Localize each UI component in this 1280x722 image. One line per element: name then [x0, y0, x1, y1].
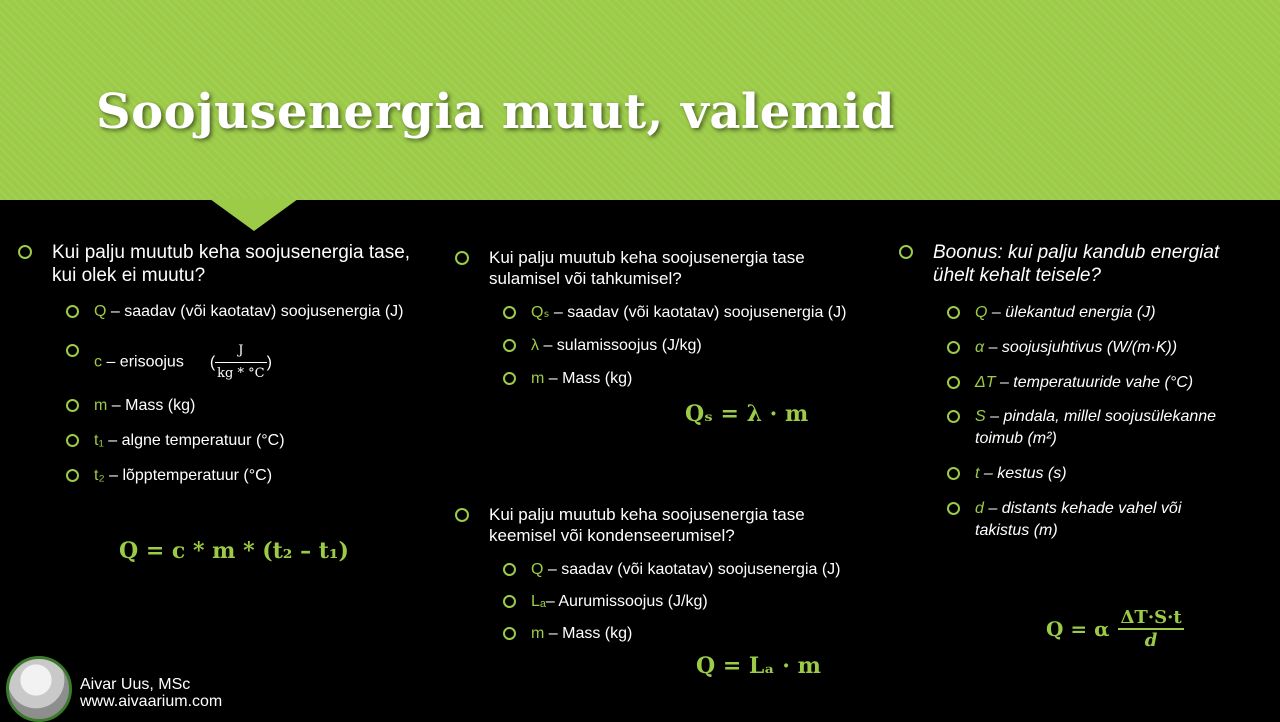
list-item	[947, 463, 1229, 485]
question-heat-change: Kui palju muutub keha soojusenergia tase, kui olek ei muutu?	[18, 241, 438, 287]
item-text: – saadav (või kaotatav) soojusenergia (J)	[549, 304, 847, 321]
list-item	[947, 372, 1229, 394]
item-text: – erisoojus	[102, 353, 184, 371]
list-item	[947, 302, 1229, 324]
item-text: – saadav (või kaotatav) soojusenergia (J)	[106, 303, 404, 320]
item-text: – algne temperatuur (°C)	[103, 432, 285, 449]
list-item	[503, 368, 875, 390]
author-avatar	[6, 656, 72, 722]
list-item	[503, 302, 875, 324]
item-text: – Mass (kg)	[544, 625, 633, 642]
unit-denominator: kg * °C	[217, 366, 265, 381]
list-item	[947, 337, 1229, 359]
unit-numerator: J	[215, 340, 266, 363]
formula-heat-change: Q = c * m * (t₂ – t₁)	[119, 538, 349, 564]
item-text: – distants kehade vahel või takistus (m)	[975, 500, 1182, 539]
list-item	[503, 335, 875, 357]
banner-notch	[210, 199, 298, 231]
formula-bonus	[1046, 607, 1184, 651]
item-text: – temperatuuride vahe (°C)	[995, 374, 1194, 391]
item-text: – Aurumissoojus (J/kg)	[545, 593, 708, 610]
list-item	[66, 430, 438, 452]
column-bonus	[899, 241, 1229, 542]
symbol-s: S	[975, 408, 986, 425]
symbol-delta-t: ΔT	[975, 374, 996, 391]
author-name: Aivar Uus, MSc	[80, 676, 191, 693]
list-item	[947, 406, 1229, 450]
list-item	[66, 465, 438, 487]
symbol-m: m	[531, 625, 545, 642]
formula-bonus-numerator: ΔT·S·t	[1120, 607, 1182, 628]
column-boiling	[455, 504, 875, 645]
column-melting	[455, 247, 875, 390]
formula-bonus-denominator: d	[1144, 630, 1158, 651]
formula-bonus-fraction	[1118, 607, 1183, 651]
list-item	[503, 559, 875, 581]
symbol-t: t	[975, 465, 980, 482]
symbol-m: m	[94, 397, 108, 414]
item-text: – pindala, millel soojusülekanne toimub (m²)	[975, 408, 1217, 447]
list-item	[66, 340, 438, 385]
item-text: – Mass (kg)	[544, 370, 633, 387]
formula-bonus-lhs: Q = α	[1046, 617, 1110, 641]
symbol-q: Q	[94, 303, 107, 320]
item-text: – ülekantud energia (J)	[987, 304, 1156, 321]
item-text: – soojusjuhtivus (W/(m·K))	[984, 339, 1178, 356]
item-text: – saadav (või kaotatav) soojusenergia (J)	[543, 561, 841, 578]
symbol-d: d	[975, 500, 984, 517]
author-info	[80, 676, 222, 710]
list-item	[66, 395, 438, 417]
symbol-t2: t₂	[94, 467, 105, 484]
list-item	[66, 301, 438, 323]
symbol-lambda: λ	[531, 337, 539, 354]
question-melting: Kui palju muutub keha soojusenergia tase sulamisel või tahkumisel?	[455, 247, 875, 289]
list-item	[503, 591, 875, 613]
item-text: – kestus (s)	[979, 465, 1067, 482]
symbol-t1: t₁	[94, 432, 104, 449]
symbol-q: Q	[531, 561, 544, 578]
symbol-alpha: α	[975, 339, 985, 356]
author-website[interactable]: www.aivaarium.com	[80, 693, 223, 710]
list-item	[947, 498, 1229, 542]
column-heat-change	[18, 241, 438, 487]
symbol-c: c	[94, 353, 102, 371]
list-item	[503, 623, 875, 645]
symbol-q: Q	[975, 304, 988, 321]
question-bonus: Boonus: kui palju kandub energiat ühelt kehalt teisele?	[899, 241, 1229, 287]
unit-fraction: ( $\frac{J}{kg * ^\circ C}$ )	[210, 354, 272, 371]
item-text: – sulamissoojus (J/kg)	[539, 337, 702, 354]
symbol-m: m	[531, 370, 545, 387]
item-text: – Mass (kg)	[107, 397, 196, 414]
symbol-la: Lₐ	[531, 593, 546, 610]
symbol-qs: Qₛ	[531, 304, 550, 321]
item-text: – lõpptemperatuur (°C)	[104, 467, 273, 484]
formula-melting: Qₛ = λ · m	[685, 401, 809, 427]
slide-title: Soojusenergia muut, valemid	[96, 84, 895, 140]
formula-boiling: Q = Lₐ · m	[696, 653, 821, 679]
question-boiling: Kui palju muutub keha soojusenergia tase keemisel või kondenseerumisel?	[455, 504, 875, 546]
